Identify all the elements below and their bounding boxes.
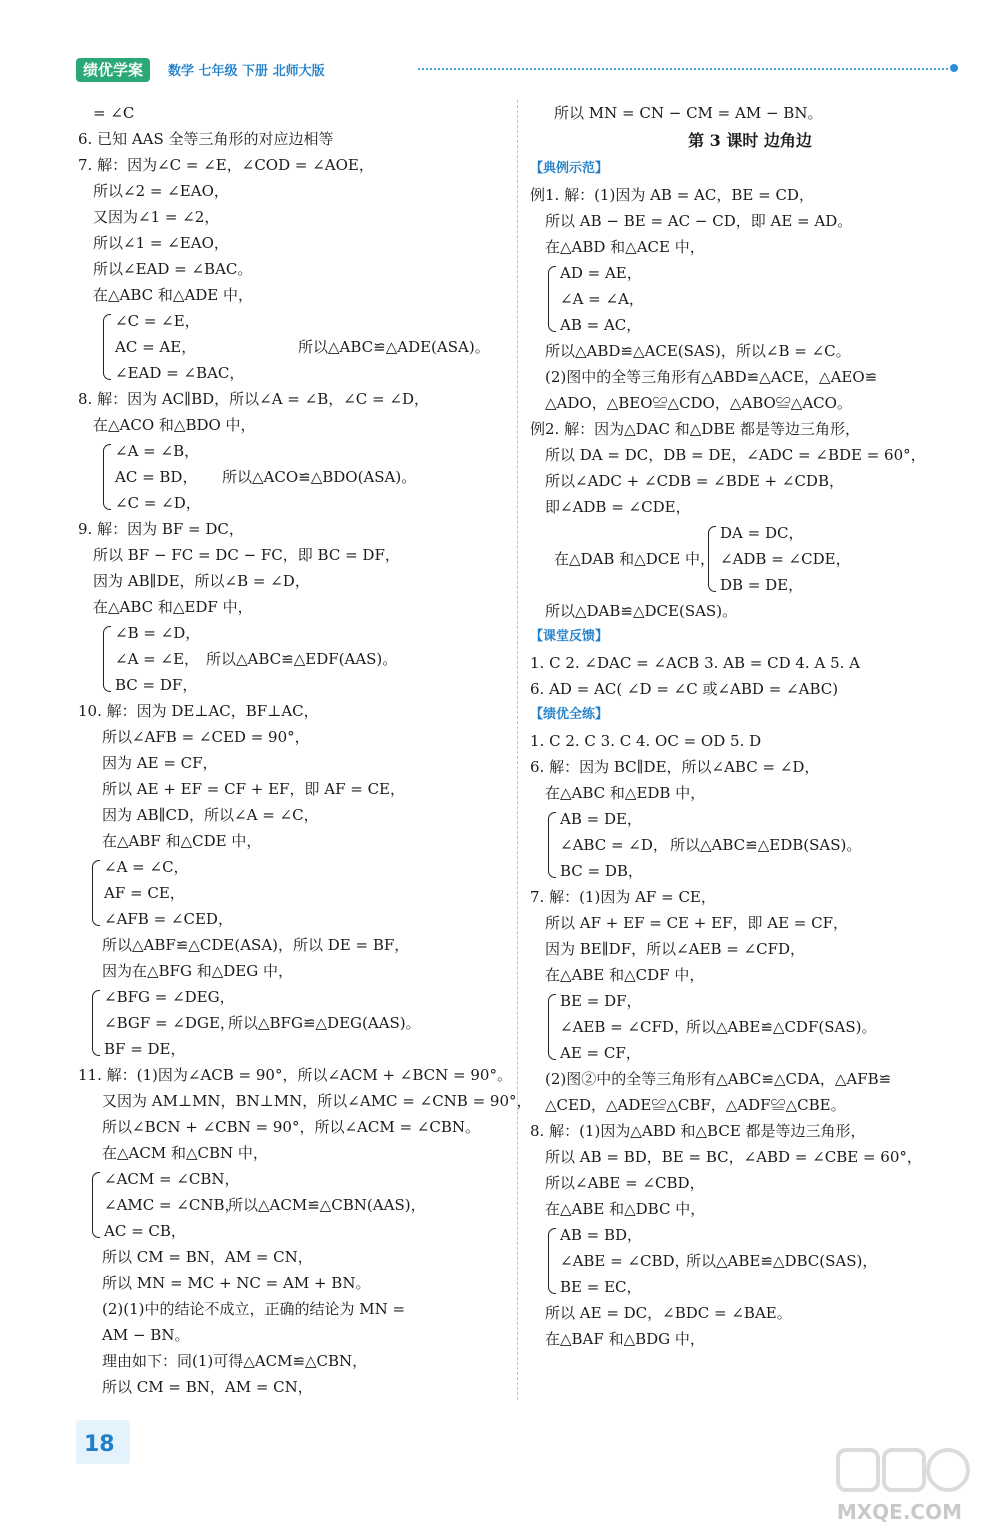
equation-system bbox=[78, 984, 508, 1062]
answer-11-line: 理由如下：同(1)可得△ACM≌△CBN， bbox=[102, 1352, 368, 1370]
example-2-line: 所以∠ADC + ∠CDB = ∠BDE + ∠CDB， bbox=[545, 472, 844, 490]
practice-7-line: △CED，△ADE≌△CBF，△ADF≌△CBE。 bbox=[545, 1096, 846, 1114]
practice-8-line: 在△ABE 和△DBC 中， bbox=[545, 1200, 706, 1218]
system-conclusion: 所以△ABC≌△ADE(ASA)。 bbox=[298, 338, 490, 356]
practice-8-line: 所以∠ABE = ∠CBD， bbox=[545, 1174, 705, 1192]
example-1-line: 例1. 解：(1)因为 AB = AC，BE = CD， bbox=[530, 186, 814, 204]
answer-10-line: 所以 AE + EF = CF + EF，即 AF = CE， bbox=[102, 780, 406, 798]
example-2-line: 即∠ADB = ∠CDE， bbox=[545, 498, 691, 516]
brace-icon bbox=[548, 1228, 556, 1294]
answer-7-line: 又因为∠1 = ∠2， bbox=[93, 208, 220, 226]
system-line: AB = BD， bbox=[560, 1226, 643, 1244]
answer-9-line: 9. 解：因为 BF = DC， bbox=[78, 520, 244, 538]
system-line: BC = DB， bbox=[560, 862, 643, 880]
column-divider bbox=[517, 100, 518, 1400]
example-1-line: (2)图中的全等三角形有△ABD≌△ACE，△AEO≌ bbox=[545, 368, 878, 386]
lesson-title: 第 3 课时 边角边 bbox=[688, 131, 812, 150]
equation-system bbox=[530, 1222, 970, 1300]
practice-7-line: 7. 解：(1)因为 AF = CE， bbox=[530, 888, 716, 906]
system-line: ∠A = ∠A， bbox=[560, 290, 644, 308]
answer-8-line: 在△ACO 和△BDO 中， bbox=[93, 416, 256, 434]
example-1-line: 所以 AB − BE = AC − CD，即 AE = AD。 bbox=[545, 212, 853, 230]
system-conclusion: 所以△ABC≌△EDF(AAS)。 bbox=[206, 650, 398, 668]
system-conclusion: 所以△ABE≌△CDF(SAS)。 bbox=[686, 1018, 877, 1036]
system-line: AB = AC， bbox=[560, 316, 642, 334]
section-tag: 【绩优全练】 bbox=[530, 707, 609, 722]
system-line: DB = DE， bbox=[720, 576, 804, 594]
brace-icon bbox=[548, 266, 556, 332]
system-conclusion: 所以△BFG≌△DEG(AAS)。 bbox=[228, 1014, 421, 1032]
answer-10-line: 10. 解：因为 DE⊥AC，BF⊥AC， bbox=[78, 702, 319, 720]
practice-7-line: 在△ABE 和△CDF 中， bbox=[545, 966, 705, 984]
system-line: ∠EAD = ∠BAC， bbox=[115, 364, 245, 382]
answer-9-line: 因为 AB∥DE，所以∠B = ∠D， bbox=[93, 572, 310, 590]
example-1-line: 所以△ABD≌△ACE(SAS)，所以∠B = ∠C。 bbox=[545, 342, 851, 360]
practice-answers: 1. C 2. C 3. C 4. OC = OD 5. D bbox=[530, 732, 762, 750]
system-line: BF = DE， bbox=[104, 1040, 186, 1058]
answer-7-line: 所以∠1 = ∠EAO， bbox=[93, 234, 229, 252]
practice-8-line: 8. 解：(1)因为△ABD 和△BCE 都是等边三角形， bbox=[530, 1122, 866, 1140]
system-line: ∠ABC = ∠D， bbox=[560, 836, 668, 854]
system-line: AC = CB， bbox=[104, 1222, 186, 1240]
answer-7-line: 所以∠EAD = ∠BAC。 bbox=[93, 260, 253, 278]
system-conclusion: 所以△ABC≌△EDB(SAS)。 bbox=[670, 836, 862, 854]
practice-6-line: 6. 解：因为 BC∥DE，所以∠ABC = ∠D， bbox=[530, 758, 820, 776]
watermark-text: MXQE.COM bbox=[836, 1500, 962, 1524]
system-line: DA = DC， bbox=[720, 524, 804, 542]
system-line: AB = DE， bbox=[560, 810, 642, 828]
answer-11-line: 在△ACM 和△CBN 中， bbox=[102, 1144, 268, 1162]
page-number: 18 bbox=[84, 1432, 115, 1457]
answer-10-line: 所以∠AFB = ∠CED = 90°， bbox=[102, 728, 310, 746]
answer-11-line: 所以 CM = BN，AM = CN， bbox=[102, 1378, 313, 1396]
answer-6: 6. 已知 AAS 全等三角形的对应边相等 bbox=[78, 130, 334, 148]
brace-icon bbox=[92, 990, 100, 1056]
answer-9-line: 在△ABC 和△EDF 中， bbox=[93, 598, 253, 616]
equation-system bbox=[530, 806, 970, 884]
system-line: ∠ADB = ∠CDE， bbox=[720, 550, 851, 568]
system-line: ∠BFG = ∠DEG， bbox=[104, 988, 235, 1006]
system-line: BC = DF， bbox=[115, 676, 198, 694]
header-dotted-rule bbox=[418, 68, 948, 70]
system-line: ∠C = ∠D， bbox=[115, 494, 201, 512]
practice-8-line: 在△BAF 和△BDG 中， bbox=[545, 1330, 705, 1348]
example-2-line: 所以 DA = DC，DB = DE，∠ADC = ∠BDE = 60°， bbox=[545, 446, 926, 464]
practice-8-line: 所以 AE = DC，∠BDC = ∠BAE。 bbox=[545, 1304, 792, 1322]
answer-11-line: 又因为 AM⊥MN，BN⊥MN，所以∠AMC = ∠CNB = 90°， bbox=[102, 1092, 532, 1110]
right-column bbox=[530, 100, 970, 1352]
answer-7-line: 所以∠2 = ∠EAO， bbox=[93, 182, 229, 200]
practice-7-line: 所以 AF + EF = CE + EF，即 AE = CF， bbox=[545, 914, 849, 932]
brace-icon bbox=[548, 812, 556, 878]
equation-system bbox=[78, 620, 508, 698]
answer-11-line: 所以∠BCN + ∠CBN = 90°，所以∠ACM = ∠CBN。 bbox=[102, 1118, 480, 1136]
answer-7-line: 在△ABC 和△ADE 中， bbox=[93, 286, 254, 304]
example-2-line: 所以△DAB≌△DCE(SAS)。 bbox=[545, 602, 738, 620]
equation-system bbox=[530, 260, 970, 338]
practice-7-line: (2)图②中的全等三角形有△ABC≌△CDA，△AFB≌ bbox=[545, 1070, 892, 1088]
answer-10-line: 因为 AE = CF， bbox=[102, 754, 218, 772]
system-line: BE = EC， bbox=[560, 1278, 642, 1296]
system-line: AE = CF， bbox=[560, 1044, 641, 1062]
system-line: ∠B = ∠D， bbox=[115, 624, 201, 642]
system-line: AF = CE， bbox=[104, 884, 185, 902]
feedback-answers: 1. C 2. ∠DAC = ∠ACB 3. AB = CD 4. A 5. A bbox=[530, 654, 860, 672]
system-conclusion: 所以△ABE≌△DBC(SAS)， bbox=[686, 1252, 878, 1270]
system-line: ∠AEB = ∠CFD， bbox=[560, 1018, 689, 1036]
brace-icon bbox=[92, 860, 100, 926]
brace-icon bbox=[103, 626, 111, 692]
practice-6-line: 在△ABC 和△EDB 中， bbox=[545, 784, 706, 802]
equation-system bbox=[78, 1166, 508, 1244]
equation-system bbox=[78, 854, 508, 932]
header-info: 数学 七年级 下册 北师大版 bbox=[168, 64, 325, 79]
feedback-answers: 6. AD = AC( ∠D = ∠C 或∠ABD = ∠ABC) bbox=[530, 680, 839, 698]
answer-9-line: 所以 BF − FC = DC − FC，即 BC = DF， bbox=[93, 546, 400, 564]
left-column bbox=[78, 100, 532, 1400]
section-tag: 【课堂反馈】 bbox=[530, 629, 609, 644]
system-line: ∠BGF = ∠DGE， bbox=[104, 1014, 235, 1032]
equation-system bbox=[78, 438, 508, 516]
system-line: ∠ABE = ∠CBD， bbox=[560, 1252, 690, 1270]
header-dot-icon bbox=[950, 64, 958, 72]
equation-system bbox=[530, 988, 970, 1066]
system-line: AD = AE， bbox=[560, 264, 642, 282]
page-header bbox=[76, 56, 960, 86]
system-line: AC = BD， bbox=[115, 468, 198, 486]
brand-logo: 绩优学案 bbox=[76, 58, 150, 82]
answer-11-line: 所以 CM = BN，AM = CN， bbox=[102, 1248, 313, 1266]
example-2-line: 例2. 解：因为△DAC 和△DBE 都是等边三角形， bbox=[530, 420, 861, 438]
system-line: ∠AMC = ∠CNB， bbox=[104, 1196, 240, 1214]
brace-icon bbox=[103, 444, 111, 510]
answer-11-line: (2)(1)中的结论不成立，正确的结论为 MN = bbox=[102, 1300, 406, 1318]
text-line: = ∠C bbox=[93, 104, 135, 122]
section-tag: 【典例示范】 bbox=[530, 161, 609, 176]
system-line: ∠AFB = ∠CED， bbox=[104, 910, 233, 928]
text-line: 所以 MN = CN − CM = AM − BN。 bbox=[554, 104, 823, 122]
answer-11-line: 所以 MN = MC + NC = AM + BN。 bbox=[102, 1274, 371, 1292]
equation-system bbox=[78, 308, 508, 386]
example-1-line: △ADO，△BEO≌△CDO，△ABO≌△ACO。 bbox=[545, 394, 852, 412]
example-1-line: 在△ABD 和△ACE 中， bbox=[545, 238, 705, 256]
system-line: ∠C = ∠E， bbox=[115, 312, 200, 330]
system-conclusion: 所以△ACM≌△CBN(AAS)， bbox=[228, 1196, 426, 1214]
answer-10-line: 所以△ABF≌△CDE(ASA)，所以 DE = BF， bbox=[102, 936, 410, 954]
system-line: ∠A = ∠B， bbox=[115, 442, 200, 460]
system-line: BE = DF， bbox=[560, 992, 642, 1010]
answer-11-line: AM − BN。 bbox=[102, 1326, 190, 1344]
practice-7-line: 因为 BE∥DF，所以∠AEB = ∠CFD， bbox=[545, 940, 806, 958]
answer-10-line: 因为在△BFG 和△DEG 中， bbox=[102, 962, 293, 980]
system-line: AC = AE， bbox=[115, 338, 197, 356]
answer-8-line: 8. 解：因为 AC∥BD，所以∠A = ∠B，∠C = ∠D， bbox=[78, 390, 429, 408]
brace-icon bbox=[92, 1172, 100, 1238]
system-conclusion: 所以△ACO≌△BDO(ASA)。 bbox=[222, 468, 417, 486]
system-stack bbox=[720, 520, 851, 598]
practice-8-line: 所以 AB = BD，BE = BC，∠ABD = ∠CBE = 60°， bbox=[545, 1148, 922, 1166]
answer-11-line: 11. 解：(1)因为∠ACB = 90°，所以∠ACM + ∠BCN = 90°。 bbox=[78, 1066, 512, 1084]
equation-system bbox=[530, 520, 970, 598]
system-line: ∠ACM = ∠CBN， bbox=[104, 1170, 240, 1188]
system-lead: 在△DAB 和△DCE 中， bbox=[554, 550, 715, 568]
system-line: ∠A = ∠C， bbox=[104, 858, 189, 876]
brace-icon bbox=[708, 526, 716, 592]
answer-10-line: 在△ABF 和△CDE 中， bbox=[102, 832, 262, 850]
brace-icon bbox=[548, 994, 556, 1060]
answer-10-line: 因为 AB∥CD，所以∠A = ∠C， bbox=[102, 806, 319, 824]
answer-7-line: 7. 解：因为∠C = ∠E，∠COD = ∠AOE， bbox=[78, 156, 374, 174]
system-line: ∠A = ∠E， bbox=[115, 650, 200, 668]
brace-icon bbox=[103, 314, 111, 380]
